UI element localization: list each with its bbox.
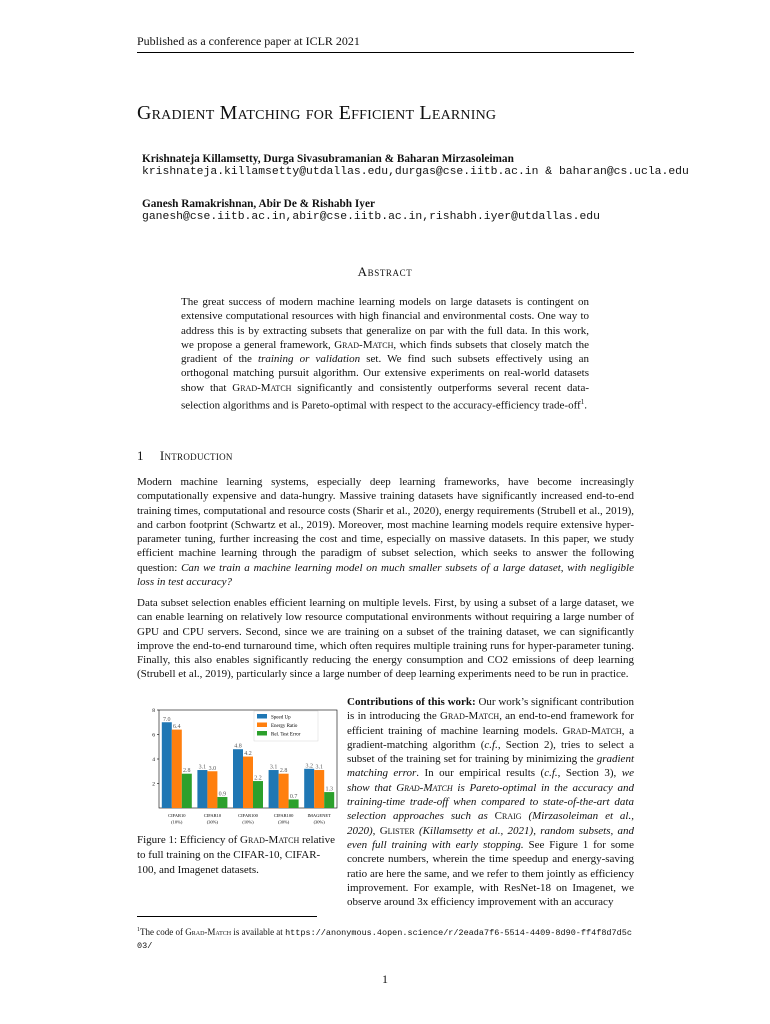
x-tick-label: (10%) xyxy=(242,819,254,825)
x-tick-label: IMAGENET xyxy=(307,813,331,818)
y-tick-label: 4 xyxy=(152,757,155,763)
efficiency-bar-chart xyxy=(137,705,342,830)
paper-title: Gradient Matching for Efficient Learning xyxy=(137,102,497,124)
x-tick-label: (30%) xyxy=(206,819,219,825)
legend-swatch xyxy=(257,723,267,728)
bar xyxy=(197,770,207,808)
x-tick-label: (30%) xyxy=(313,819,325,825)
bar-value-label: 3.1 xyxy=(315,764,323,771)
x-tick-label: (30%) xyxy=(277,819,290,825)
bar-value-label: 1.3 xyxy=(325,786,333,793)
bar xyxy=(182,774,192,808)
bar-value-label: 2.2 xyxy=(254,775,262,782)
bar xyxy=(172,730,182,808)
bar-value-label: 0.7 xyxy=(289,793,298,800)
bar-value-label: 2.8 xyxy=(183,768,191,775)
author-names-2: Ganesh Ramakrishnan, Abir De & Rishabh Iyer xyxy=(142,198,375,210)
legend-label: Energy Ratio xyxy=(271,724,298,729)
bar xyxy=(253,781,263,808)
legend-label: Speed Up xyxy=(271,715,291,721)
bar xyxy=(304,769,314,808)
bar-value-label: 2.8 xyxy=(279,768,288,775)
bar xyxy=(217,797,227,808)
code-link[interactable]: https://anonymous.4open.science/r/2eada7f6-5514-4409-8d90-ff4f8d7d5c03/ xyxy=(137,928,632,951)
x-tick-label: CIFAR10 xyxy=(168,813,186,818)
bar xyxy=(289,799,299,808)
footnote-rule xyxy=(137,916,317,917)
legend-swatch xyxy=(257,731,267,736)
bar-value-label: 4.8 xyxy=(234,743,242,750)
footnote: $^1$The code of Grad-Match is available at https://anonymous.4open.science/r/2eada7f6-5514-4409-8d90-ff4f8d7d5c03/ xyxy=(137,927,632,951)
author-emails-1: krishnateja.killamsetty@utdallas.edu,durgas@cse.iitb.ac.in & baharan@cs.ucla.edu xyxy=(142,166,689,178)
bar-value-label: 6.4 xyxy=(173,724,181,731)
x-tick-label: CIFAR10 xyxy=(203,813,222,818)
running-header: Published as a conference paper at ICLR 2021 xyxy=(137,34,360,48)
x-tick-label: (10%) xyxy=(171,819,183,825)
author-emails-2: ganesh@cse.iitb.ac.in,abir@cse.iitb.ac.in,rishabh.iyer@utdallas.edu xyxy=(142,211,600,223)
footnote-mark: 1 xyxy=(580,398,585,407)
bar-value-label: 3.2 xyxy=(305,763,313,770)
bar xyxy=(314,770,324,808)
bar-value-label: 3.1 xyxy=(269,764,278,771)
bar-value-label: 0.9 xyxy=(218,791,227,798)
x-tick-label: CIFAR100 xyxy=(238,813,258,818)
legend-label: Rel. Test Error xyxy=(271,732,301,738)
y-tick-label: 8 xyxy=(152,708,155,714)
bar-value-label: 4.2 xyxy=(244,751,252,758)
intro-paragraph-1: Modern machine learning systems, especially deep learning frameworks, have become increasingly computationally expensive and data-hungry. Massive training datasets have significantly increased end-to-end training times, computational and resource costs (Sharir et al., 2020), energy requirements (Strubell et al., 2019), and carbon footprint (Schwartz et al., 2019). Moreover, most machine learning models require extensive hyper-parameter tuning, further increasing the cost and time, especially on massive datasets. In this paper, we study efficient machine learning through the paradigm of subset selection, which seeks to answer the following question: Can we train a machine learning model on much smaller subsets of a large dataset, with negligible loss in test accuracy? xyxy=(137,476,634,589)
bar xyxy=(207,771,217,808)
author-names-1: Krishnateja Killamsetty, Durga Sivasubramanian & Baharan Mirzasoleiman xyxy=(142,153,514,165)
bar xyxy=(162,722,172,808)
contributions-paragraph: Contributions of this work: Our work’s significant contribution is in introducing the Grad-Match, an end-to-end framework for efficient training of machine learning models. Grad-Match, a gradient-matching algorithm (c.f., Section 2), tries to select a subset of the training set for training by minimizing the gradient matching error. In our empirical results (c.f., Section 3), we show that Grad-Match is Pareto-optimal in the accuracy and training-time trade-off when compared to state-of-the-art data selection approaches such as Craig (Mirzasoleiman et al., 2020), Glister (Killamsetty et al., 2021), random subsets, and even full training with early stopping. See Figure 1 for some concrete numbers, wherein the time speedup and energy-saving ratio are here the same, and we refer to them jointly as efficiency improvement. For example, with ResNet-18 on Imagenet, we observe around 3x efficiency improvement with an accuracy xyxy=(347,696,635,909)
bar xyxy=(243,757,253,808)
bar-value-label: 3.0 xyxy=(208,765,217,772)
y-tick-label: 6 xyxy=(152,732,155,739)
bar xyxy=(324,792,334,808)
bar-value-label: 3.1 xyxy=(198,764,207,771)
y-tick-label: 2 xyxy=(152,781,155,788)
x-tick-label: CIFAR100 xyxy=(273,813,294,818)
bar xyxy=(279,774,289,808)
abstract-body: The great success of modern machine learning models on large datasets is contingent on extensive computational resources with high financial and environmental costs. One way to address this is by extracting subsets that generalize on par with the full data. In this work, we propose a general framework, Grad-Match, which finds subsets that closely match the gradient of the training or validation set. We find such subsets effectively using an orthogonal matching pursuit algorithm. Our extensive experiments on real-world datasets show that Grad-Match significantly and consistently outperforms several recent data-selection algorithms and is Pareto-optimal with respect to the accuracy-efficiency trade-off$^1$. xyxy=(181,296,589,412)
header-rule xyxy=(137,52,634,53)
legend-swatch xyxy=(257,714,267,719)
bar xyxy=(233,749,243,808)
section-heading: 1 Introduction xyxy=(137,448,233,463)
bar xyxy=(269,770,279,808)
intro-paragraph-2: Data subset selection enables efficient learning on multiple levels. First, by using a subset of a large dataset, we can enable learning on relatively low resource computational environments without requiring a large number of GPU and CPU servers. Second, since we are training on a subset of the training dataset, we can significantly improve the end-to-end turnaround time, which often requires multiple training runs for hyper-parameter tuning. Finally, this also enables significantly reducing the energy consumption and CO2 emissions of deep learning (Strubell et al., 2019), particularly since a large number of deep learning experiments need to be run in practice. xyxy=(137,597,634,681)
figure-caption: Figure 1: Efficiency of Grad-Match relative to full training on the CIFAR-10, CIFAR-100, and Imagenet datasets. xyxy=(137,834,335,876)
bar-value-label: 7.0 xyxy=(163,716,171,723)
abstract-heading: Abstract xyxy=(357,264,413,279)
page-number: 1 xyxy=(382,972,388,986)
